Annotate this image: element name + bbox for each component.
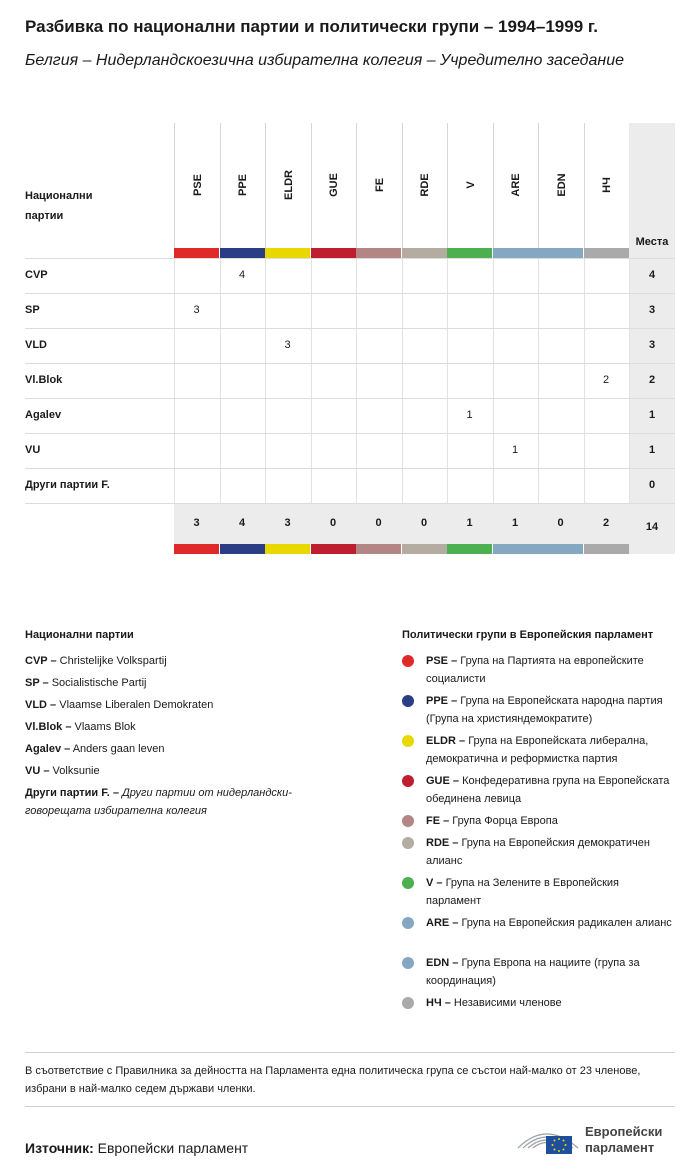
column-color-bar: [174, 544, 219, 554]
national-party-item: [25, 718, 355, 736]
party-name: Christelijke Volkspartij: [59, 655, 167, 667]
political-group-item: [402, 914, 677, 932]
row-total: 4: [648, 269, 656, 281]
logo-text: [585, 1124, 662, 1156]
column-color-bar: [265, 248, 310, 258]
group-color-dot: [402, 837, 414, 849]
column-divider: [447, 258, 448, 503]
group-color-dot: [402, 997, 414, 1009]
group-name: Група Европа на нациите (група за координация): [426, 957, 640, 987]
row-total: 1: [648, 444, 656, 456]
group-abbr: ARE –: [426, 917, 459, 929]
row-divider: [25, 503, 675, 504]
party-abbr: CVP –: [25, 655, 57, 667]
column-sum: 0: [329, 517, 337, 529]
table-cell: 1: [466, 409, 473, 421]
column-divider: [356, 258, 357, 503]
column-color-bar: [220, 248, 265, 258]
group-color-dot: [402, 957, 414, 969]
row-total: 3: [648, 304, 656, 316]
column-sum: 3: [193, 517, 200, 529]
row-divider: [25, 328, 675, 329]
row-divider: [25, 258, 675, 259]
political-group-item: [402, 812, 677, 830]
party-abbr: SP –: [25, 677, 49, 689]
divider: [25, 1052, 675, 1053]
group-abbr: ELDR –: [426, 735, 466, 747]
column-color-bar: [538, 248, 583, 258]
political-group-item: [402, 994, 677, 1012]
row-divider: [25, 293, 675, 294]
column-sum: 0: [375, 517, 382, 529]
column-divider: [220, 258, 221, 503]
table-cell: 4: [238, 269, 246, 281]
column-header-label: ELDR: [282, 170, 295, 200]
column-header: [447, 123, 493, 248]
total-header: Места: [635, 236, 669, 248]
group-abbr: FE –: [426, 815, 450, 827]
group-color-dot: [402, 815, 414, 827]
row-total: 1: [648, 409, 656, 421]
party-abbr: Vl.Blok –: [25, 721, 72, 733]
table-cell: 2: [602, 374, 610, 386]
group-name: Група на Европейския демократичен алианс: [426, 837, 650, 867]
column-header: [265, 123, 311, 248]
group-name: Конфедеративна група на Европейската обединена левица: [426, 775, 670, 805]
national-party-item: [25, 652, 355, 670]
party-abbr: Други партии F. –: [25, 787, 119, 799]
party-name: Vlaams Blok: [74, 721, 136, 733]
group-name: Група на Европейския радикален алианс: [461, 917, 672, 929]
column-header-label: PPE: [237, 173, 249, 197]
logo-line-2: парламент: [585, 1140, 655, 1155]
row-label: Agalev: [25, 409, 62, 421]
political-groups-title: Политически групи в Европейския парламент: [402, 629, 654, 641]
column-color-bar: [538, 544, 583, 554]
column-divider: [538, 258, 539, 503]
group-color-dot: [402, 917, 414, 929]
group-name: Група Форца Европа: [452, 815, 558, 827]
column-sum: 0: [557, 517, 564, 529]
table-cell: 1: [511, 444, 519, 456]
party-name: Anders gaan leven: [72, 743, 165, 755]
party-name: Volksunie: [52, 765, 100, 777]
row-label: Други партии F.: [25, 479, 110, 491]
column-header-label: НЧ: [601, 177, 613, 193]
row-divider: [25, 433, 675, 434]
table-cell: 3: [284, 339, 291, 351]
column-header-label: EDN: [555, 173, 568, 197]
party-abbr: VLD –: [25, 699, 57, 711]
divider: [25, 1106, 675, 1107]
row-label: VLD: [25, 339, 47, 351]
column-color-bar: [311, 248, 356, 258]
column-header-label: RDE: [419, 173, 431, 197]
column-header-label: V: [464, 181, 477, 189]
group-name: Група на Европейската либерална, демократична и реформистка партия: [426, 735, 649, 765]
source-value: Европейски парламент: [97, 1140, 249, 1156]
column-divider: [311, 258, 312, 503]
column-color-bar: [493, 248, 538, 258]
footnote: В съответствие с Правилника за дейността на Парламента една политическа група се състои най-малко от 23 членове, избрани в най-малко седем държави членки.: [25, 1065, 641, 1095]
column-color-bar: [402, 248, 447, 258]
party-name: Vlaamse Liberalen Demokraten: [59, 699, 214, 711]
national-parties-title: Национални партии: [25, 629, 134, 641]
column-divider: [265, 258, 266, 503]
column-color-bar: [447, 544, 492, 554]
column-color-bar: [356, 248, 401, 258]
group-name: Независими членове: [453, 997, 562, 1009]
column-divider: [174, 258, 175, 503]
source-line: [25, 1140, 248, 1156]
group-color-dot: [402, 655, 414, 667]
column-sum: 2: [602, 517, 610, 529]
political-group-item: [402, 692, 677, 728]
column-color-bar: [220, 544, 265, 554]
column-header: [174, 123, 220, 248]
column-sum: 0: [420, 517, 428, 529]
national-party-item: [25, 674, 355, 692]
page-title: Разбивка по национални партии и политически групи – 1994–1999 г.: [25, 17, 598, 36]
column-header-label: ARE: [510, 173, 522, 197]
row-divider: [25, 363, 675, 364]
column-color-bar: [584, 248, 629, 258]
row-label: SP: [25, 304, 40, 316]
national-party-item: [25, 762, 355, 780]
column-header: [356, 123, 402, 248]
column-header: [493, 123, 539, 248]
source-label: Източник:: [25, 1140, 94, 1156]
table-cell: 3: [193, 304, 200, 316]
group-abbr: GUE –: [426, 775, 460, 787]
grand-total: 14: [645, 521, 659, 533]
political-group-item: [402, 874, 677, 910]
row-label: CVP: [25, 269, 48, 281]
party-name: Socialistische Partij: [51, 677, 147, 689]
column-header-label: FE: [373, 177, 386, 193]
group-name: Група на Партията на европейските социалисти: [426, 655, 644, 685]
column-sum: 1: [466, 517, 473, 529]
column-divider: [402, 258, 403, 503]
column-header: [584, 123, 630, 248]
column-header-label: GUE: [328, 173, 340, 197]
column-header: [538, 123, 584, 248]
political-group-item: [402, 772, 677, 808]
column-color-bar: [584, 544, 629, 554]
row-total: 2: [648, 374, 656, 386]
row-total: 3: [648, 339, 656, 351]
column-header-label: PSE: [191, 173, 204, 197]
group-color-dot: [402, 695, 414, 707]
column-header: [311, 123, 357, 248]
group-name: Група на Зелените в Европейския парламент: [426, 877, 619, 907]
national-party-item: [25, 740, 355, 758]
political-group-item: [402, 732, 677, 768]
row-header: Национални партии: [25, 190, 93, 222]
group-abbr: НЧ –: [426, 997, 451, 1009]
column-header: [402, 123, 448, 248]
column-sum: 3: [284, 517, 291, 529]
column-color-bar: [447, 248, 492, 258]
group-abbr: PSE –: [426, 655, 458, 667]
national-party-item: [25, 696, 355, 714]
column-header: [220, 123, 266, 248]
row-divider: [25, 468, 675, 469]
row-divider: [25, 398, 675, 399]
party-abbr: Agalev –: [25, 743, 71, 755]
national-party-item: [25, 784, 355, 820]
political-group-item: [402, 652, 677, 688]
column-sum: 1: [511, 517, 519, 529]
group-abbr: V –: [426, 877, 443, 889]
column-color-bar: [265, 544, 310, 554]
group-abbr: EDN –: [426, 957, 459, 969]
group-color-dot: [402, 775, 414, 787]
column-sum: 4: [238, 517, 246, 529]
row-label: VU: [25, 444, 41, 456]
column-color-bar: [174, 248, 219, 258]
logo-line-1: Европейски: [585, 1124, 663, 1139]
party-name: Други партии от нидерландски-говорещата избирателна колегия: [25, 787, 292, 817]
column-color-bar: [311, 544, 356, 554]
page-subtitle: Белгия – Нидерландскоезична избирателна колегия – Учредително заседание: [25, 52, 624, 69]
group-color-dot: [402, 735, 414, 747]
column-divider: [493, 258, 494, 503]
column-color-bar: [493, 544, 538, 554]
column-color-bar: [356, 544, 401, 554]
column-color-bar: [402, 544, 447, 554]
political-group-item: [402, 834, 677, 870]
group-color-dot: [402, 877, 414, 889]
party-abbr: VU –: [25, 765, 50, 777]
row-total: 0: [648, 479, 656, 491]
political-group-item: [402, 954, 677, 990]
group-name: Група на Европейската народна партия (Група на християндемократите): [426, 695, 663, 725]
row-label: Vl.Blok: [25, 374, 63, 386]
group-abbr: PPE –: [426, 695, 458, 707]
group-abbr: RDE –: [426, 837, 459, 849]
